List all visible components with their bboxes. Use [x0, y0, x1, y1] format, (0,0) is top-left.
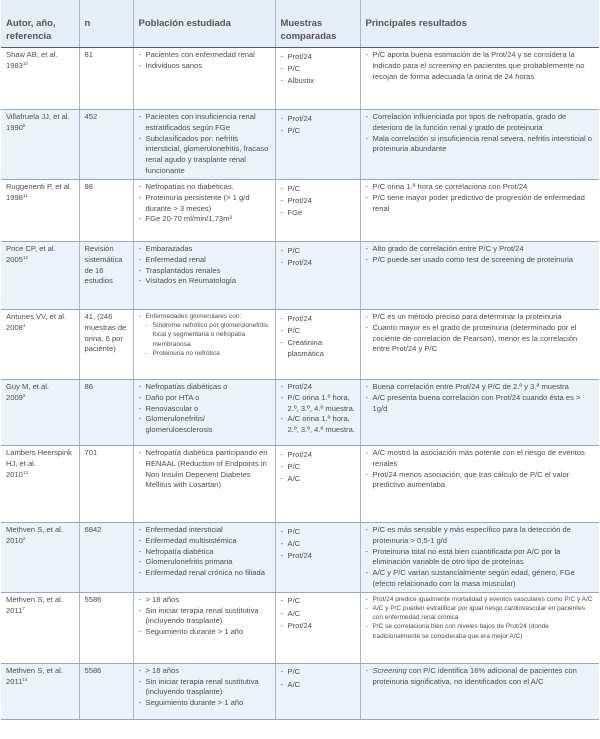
author: Methven S, et al. [6, 594, 63, 604]
n-cell: 701 [79, 446, 133, 523]
author-cell [1, 592, 79, 663]
list-item: - A/C [281, 539, 356, 550]
header-population: Población estudiada [133, 0, 275, 48]
list-item: - Prot/24 [281, 551, 356, 562]
list-item: - Prot/24 [281, 114, 356, 125]
list-item: - Prot/24 [281, 314, 356, 325]
population-cell [133, 310, 275, 380]
samples-cell [275, 180, 360, 242]
list-item: - > 18 años [139, 666, 271, 677]
year: 1983 [6, 60, 23, 70]
header-row [1, 0, 599, 48]
list-item: - Seguimiento durante > 1 año [139, 627, 271, 638]
table-row [1, 48, 599, 110]
list-item: - P/C [281, 596, 356, 607]
list-item: - Síndrome nefrótico por glomerulonefritis focal y segmentaria o nefropatía membranosa [146, 321, 271, 349]
results-cell [360, 310, 599, 380]
year: 2005 [6, 254, 23, 264]
list-item: - Prot/24 [281, 621, 356, 632]
list-item: - Nefropatía diabética participando en RENAAL (Reduction of Endpoints in Non Insulin Depenent Diabetes Mellitus with Losartan) [139, 448, 271, 491]
author-cell [1, 310, 79, 380]
list-item: - Prot/24 [281, 258, 356, 269]
reference: 4 [22, 322, 26, 328]
author-cell [1, 110, 79, 180]
list-item: - A/C presenta buena correlación con Prot/24 cuando ésta es > 1g/d [366, 393, 596, 415]
header-author: Autor, año, referencia [1, 0, 79, 48]
samples-cell [275, 663, 360, 719]
population-cell [133, 180, 275, 242]
year: 2010 [6, 535, 23, 545]
population-cell [133, 663, 275, 719]
results-cell [360, 523, 599, 593]
population-cell [133, 380, 275, 446]
year: 2009 [6, 392, 23, 402]
samples-cell [275, 110, 360, 180]
author-cell [1, 663, 79, 719]
population-cell [133, 523, 275, 593]
list-item: - Glomerulonefritis primaria [139, 557, 271, 568]
samples-cell [275, 523, 360, 593]
list-item: - P/C [281, 184, 356, 195]
list-item: - P/C [281, 246, 356, 257]
list-item: - Proteinuria total no está bien cuantificada por A/C por la eliminación variable de otro tipo de proteínas [366, 547, 596, 569]
author-cell [1, 523, 79, 593]
list-item: - Pacientes con enfermedad renal [139, 50, 271, 61]
table-row [1, 380, 599, 446]
list-item: - Prot/24 [281, 450, 356, 461]
author: Methven S, et al. [6, 525, 63, 534]
results-cell [360, 180, 599, 242]
list-item: - P/C [281, 527, 356, 538]
list-item: - Nefropatías diabéticas o [139, 382, 271, 393]
list-item: - Enfermedades glomerulares con: [139, 312, 271, 321]
header-results: Principales resultados [360, 0, 599, 48]
author-cell [1, 446, 79, 523]
list-item: - Subclasificados por: nefritis intersticial, glomerulonefritis, fracaso renal agudo y trasplante renal funcionante [139, 134, 271, 177]
list-item: - P/C orina 1.ª hora se correlaciona con Prot/24 [366, 182, 596, 193]
samples-cell [275, 446, 360, 523]
list-item: - Prot/24 [281, 382, 356, 393]
list-item: - Enfermedad renal [139, 255, 271, 266]
list-item: - Albustix [281, 76, 356, 87]
list-item: - P/C es más sensible y más específico para la detección de proteinuria > 0,5-1 g/d [366, 525, 596, 547]
reference: 6 [22, 122, 26, 128]
n-cell: Revisión sistemática de 16 estudios [79, 242, 133, 310]
samples-cell [275, 48, 360, 110]
list-item: - P/C orina 1.º hora, 2.º, 3.º, 4.º muestra. [281, 393, 356, 415]
n-cell: 98 [79, 180, 133, 242]
list-item: - P/C [281, 126, 356, 137]
list-item: - Trasplantados renales [139, 266, 271, 277]
list-item: - Buena correlación entre Prot/24 y P/C de 2.º y 3.ª muestra [366, 382, 596, 393]
list-item: - FGe [281, 208, 356, 219]
list-item: - > 18 años [139, 595, 271, 606]
list-item: - Seguimiento durante > 1 año [139, 698, 271, 709]
table-row [1, 242, 599, 310]
year: 2010 [6, 469, 23, 479]
table-row [1, 446, 599, 523]
n-cell: 452 [79, 110, 133, 180]
population-cell [133, 48, 275, 110]
list-item: - Enfermedad intersticial [139, 525, 271, 536]
list-item: - Nefropatía diabética [139, 547, 271, 558]
list-item: - Mala correlación si insuficiencia renal severa, nefritis intersticial o proteinuria abundante [366, 134, 596, 156]
author: Methven S, et al. [6, 665, 63, 675]
list-item: - P/C [281, 326, 356, 337]
results-cell [360, 663, 599, 719]
results-cell [360, 592, 599, 663]
list-item: - P/C aporta buena estimación de la Prot/24 y se considera la indicado para el screening en pacientes que probablemente no recojan de forma adecuada la orina de 24 horas [366, 50, 596, 82]
author: Antunes VV, et al. [6, 312, 67, 321]
list-item: - A/C [281, 680, 356, 691]
results-cell [360, 48, 599, 110]
list-item: - Prot/24 predice igualmente mortalidad y eventos vasculares como P/C y A/C [366, 595, 596, 604]
results-cell [360, 380, 599, 446]
list-item: - Renovascular o [139, 404, 271, 415]
reference: 13 [22, 469, 28, 475]
reference: 14 [22, 676, 28, 682]
list-item: - A/C [281, 474, 356, 485]
n-cell: 41, (246 muestras de orina, 6 por paciente) [79, 310, 133, 380]
n-cell: 5586 [79, 663, 133, 719]
year: 2011 [6, 676, 23, 686]
list-item: - Embarazadas [139, 244, 271, 255]
list-item: - Alto grado de correlación entre P/C y Prot/24 [366, 244, 596, 255]
list-item: - Daño por HTA o [139, 393, 271, 404]
list-item: - Proteinuria persistente (> 1 g/d durante > 3 meses) [139, 193, 271, 215]
author: Ruggenenti P, et al. [6, 182, 72, 191]
author: Lambers Heerspink HJ, et al. [6, 448, 72, 468]
samples-cell [275, 380, 360, 446]
list-item: - Visitados en Reumatología [139, 276, 271, 287]
list-item: - A/C [281, 609, 356, 620]
header-n: n [79, 0, 133, 48]
reference: 2 [22, 535, 26, 541]
table-row [1, 110, 599, 180]
list-item: - Nefropatías no diabéticas. [139, 182, 271, 193]
population-cell [133, 446, 275, 523]
table-row [1, 310, 599, 380]
year: 1998 [6, 192, 23, 202]
list-item: - Enfermedad multisistémica [139, 536, 271, 547]
author-cell [1, 48, 79, 110]
list-item: - Correlación influenciada por tipos de nefropatía, grado de deterioro de la función renal y grado de proteinuria [366, 112, 596, 134]
table-row [1, 592, 599, 663]
list-item: - Prot/24 menos asociación, que tras cálculo de P/C el valor predictivo aumentaba [366, 470, 596, 492]
list-item: - P/C [281, 462, 356, 473]
list-item: - FGe 20-70 ml/min/1,73m² [139, 214, 271, 225]
author-cell [1, 242, 79, 310]
list-item: - P/C puede ser usado como test de screening de proteinuria [366, 255, 596, 266]
list-item: - P/C se correlaciona bien con niveles bajos de Prot/24 (donde tradicionalmente se consideraba que era mejor A/C) [366, 622, 596, 640]
results-cell [360, 110, 599, 180]
table-row [1, 523, 599, 593]
author-cell [1, 380, 79, 446]
n-cell: 86 [79, 380, 133, 446]
list-item: - A/C y P/C pueden estratificar por igual riesgo cardiovascular en pacientes con enfermedad renal crónica [366, 604, 596, 622]
list-item: - Pacientes con insuficiencia renal estratificados según FGe [139, 112, 271, 134]
population-cell [133, 110, 275, 180]
author: Shaw AB, et al. [6, 50, 58, 59]
list-item: - Creatinina plasmática [281, 338, 356, 360]
list-item: - P/C [281, 667, 356, 678]
reference: 8 [22, 392, 26, 398]
reference: 7 [22, 605, 25, 611]
list-item: - A/C mostró la asociación más potente con el riesgo de eventos renales [366, 448, 596, 470]
results-cell [360, 242, 599, 310]
proteinuria-studies-table [1, 0, 599, 720]
reference: 10 [22, 60, 28, 66]
list-item: - Screening con P/C identifica 16% adicional de pacientes con proteinuria significativa, no identificados con el A/C [366, 666, 596, 688]
list-item: - Glomerulonefritis/ glomeruloesclerosis [139, 414, 271, 436]
population-cell [133, 592, 275, 663]
author-cell [1, 180, 79, 242]
list-item: - Sin iniciar terapia renal sustitutiva (incluyendo trasplante) [139, 606, 271, 628]
reference: 12 [22, 254, 28, 260]
samples-cell [275, 310, 360, 380]
list-item: - A/C y P/C varían sustancialmente según edad, género, FGe (efecto relacionado con la masa muscular) [366, 568, 596, 590]
list-item: - Enfermedad renal crónica no filiada [139, 568, 271, 579]
list-item: - Cuanto mayor es el grado de proteinuria (determinado por el cociente de correlación de Pearson), menor es la correlación entre Prot/24 y P/C [366, 323, 596, 355]
list-item: - Prot/24 [281, 196, 356, 207]
author: Villafruela JJ, et al. [6, 112, 70, 121]
list-item: - Sin iniciar terapia renal sustitutiva (incluyendo trasplante) [139, 677, 271, 699]
author: Price CP, et al. [6, 244, 56, 253]
list-item: - P/C es un método preciso para determinar la proteinuria [366, 312, 596, 323]
n-cell: 6842 [79, 523, 133, 593]
list-item: - Proteinuria no nefrótica [146, 349, 271, 358]
n-cell: 5586 [79, 592, 133, 663]
list-item: - P/C [281, 64, 356, 75]
list-item: - Prot/24 [281, 52, 356, 63]
samples-cell [275, 242, 360, 310]
results-cell [360, 446, 599, 523]
samples-cell [275, 592, 360, 663]
list-item: - A/C orina 1.º hora, 2.º, 3.º, 4.º muestra. [281, 414, 356, 436]
table-row [1, 663, 599, 719]
n-cell: 81 [79, 48, 133, 110]
year: 2008 [6, 322, 23, 332]
reference: 11 [22, 192, 28, 198]
table-row [1, 180, 599, 242]
population-cell [133, 242, 275, 310]
year: 1990 [6, 122, 23, 132]
list-item: - Individuos sanos [139, 61, 271, 72]
header-samples: Muestras comparadas [275, 0, 360, 48]
year: 2011 [6, 605, 23, 615]
list-item: - P/C tiene mayor poder predictivo de progresión de enfermedad renal [366, 193, 596, 215]
author: Guy M, et al. [6, 382, 50, 391]
